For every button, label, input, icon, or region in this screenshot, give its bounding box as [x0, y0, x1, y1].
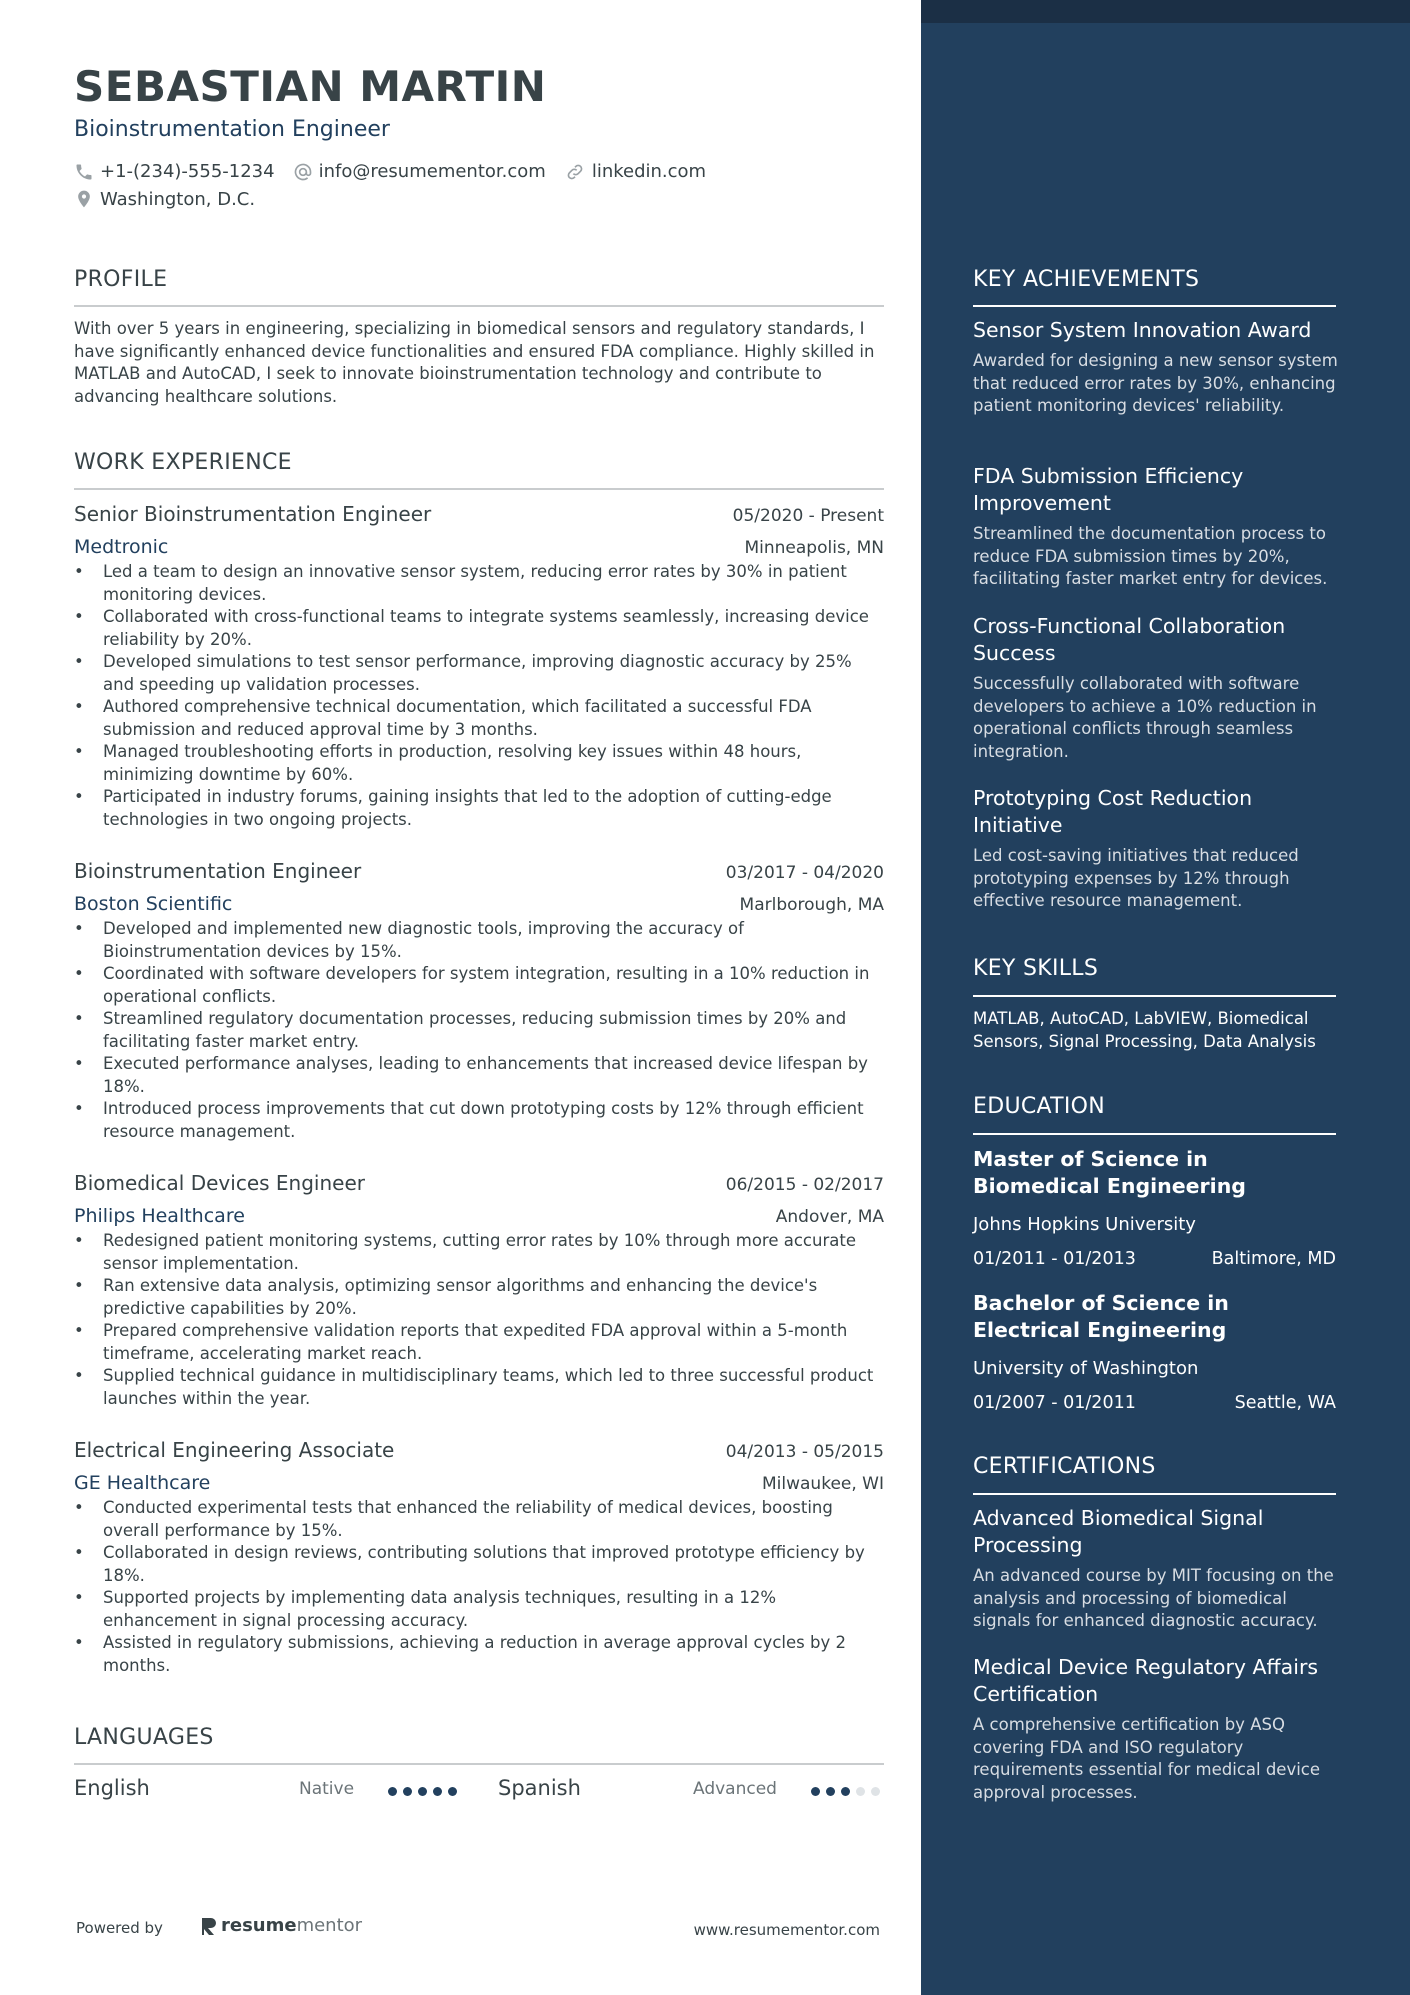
experience-divider — [74, 488, 884, 490]
education-location: Baltimore, MD — [1211, 1249, 1336, 1269]
job-bullets — [74, 1230, 884, 1410]
job-entry — [74, 1171, 884, 1410]
rating-dot-filled — [418, 1787, 427, 1796]
job-dates: 04/2013 - 05/2015 — [725, 1442, 884, 1462]
achievement-title: FDA Submission Efficiency Improvement — [973, 464, 1244, 515]
certifications-divider — [973, 1493, 1336, 1495]
profile-heading: PROFILE — [74, 267, 168, 292]
footer-logo[interactable] — [200, 1915, 362, 1936]
language-name: Spanish — [498, 1776, 581, 1800]
job-role: Bioinstrumentation Engineer — [74, 859, 362, 883]
phone-text: +1-(234)-555-1234 — [100, 161, 275, 182]
achievement-item — [973, 317, 1348, 418]
achievement-desc: Led cost-saving initiatives that reduced prototyping expenses by 12% through effective resource management. — [973, 846, 1299, 910]
skills-list: MATLAB, AutoCAD, LabVIEW, Biomedical Sensors, Signal Processing, Data Analysis — [973, 1009, 1316, 1051]
job-entry — [74, 859, 884, 1143]
job-dates: 03/2017 - 04/2020 — [725, 863, 884, 883]
certification-item — [973, 1654, 1348, 1804]
location-text: Washington, D.C. — [100, 188, 256, 210]
education-divider — [973, 1133, 1336, 1135]
job-bullet: • Managed troubleshooting efforts in production, resolving key issues within 48 hours, minimizing downtime by 60%. — [74, 741, 884, 786]
certification-desc: A comprehensive certification by ASQ covering FDA and ISO regulatory requirements essential for medical device approval processes. — [973, 1715, 1321, 1802]
certification-title: Advanced Biomedical Signal Processing — [973, 1506, 1264, 1557]
job-bullet: • Executed performance analyses, leading to enhancements that increased device lifespan by 18%. — [74, 1053, 884, 1098]
footer-url[interactable]: www.resumementor.com — [693, 1921, 880, 1939]
job-bullet: • Authored comprehensive technical documentation, which facilitated a successful FDA submission and reduced approval time by 3 months. — [74, 696, 884, 741]
achievement-item — [973, 785, 1348, 913]
contact-row — [74, 161, 724, 182]
language-rating — [811, 1787, 886, 1796]
job-bullet: • Assisted in regulatory submissions, achieving a reduction in average approval cycles by 2 months. — [74, 1632, 884, 1677]
languages-row — [74, 1776, 884, 1806]
job-dates: 06/2015 - 02/2017 — [725, 1175, 884, 1195]
job-dates: 05/2020 - Present — [732, 506, 884, 526]
job-company: GE Healthcare — [74, 1472, 211, 1494]
education-school: Johns Hopkins University — [973, 1214, 1196, 1235]
profile-divider — [74, 305, 884, 307]
contact-location — [74, 188, 255, 210]
education-degree: Master of Science in Biomedical Engineering — [973, 1147, 1246, 1198]
achievement-title: Sensor System Innovation Award — [973, 318, 1312, 342]
job-bullets — [74, 1497, 884, 1677]
footer-powered-by: Powered by — [76, 1919, 163, 1937]
achievement-item — [973, 463, 1348, 591]
achievement-item — [973, 613, 1348, 763]
email-text: info@resumementor.com — [318, 161, 546, 182]
education-location: Seattle, WA — [1234, 1393, 1336, 1413]
achievements-heading: KEY ACHIEVEMENTS — [973, 267, 1200, 292]
certifications-heading: CERTIFICATIONS — [973, 1454, 1156, 1479]
job-bullet: • Redesigned patient monitoring systems, cutting error rates by 10% through more accurate sensor implementation. — [74, 1230, 884, 1275]
languages-divider — [74, 1763, 884, 1765]
job-bullet: • Ran extensive data analysis, optimizing sensor algorithms and enhancing the device's predictive capabilities by 20%. — [74, 1275, 884, 1320]
rating-dot-empty — [871, 1787, 880, 1796]
certification-desc: An advanced course by MIT focusing on the analysis and processing of biomedical signals for enhanced diagnostic accuracy. — [973, 1566, 1334, 1630]
job-entry — [74, 1438, 884, 1677]
achievement-desc: Streamlined the documentation process to reduce FDA submission times by 20%, facilitating faster market entry for devices. — [973, 524, 1328, 588]
language-rating — [388, 1787, 463, 1796]
job-bullet: • Led a team to design an innovative sensor system, reducing error rates by 30% in patient monitoring devices. — [74, 561, 884, 606]
job-bullet: • Streamlined regulatory documentation processes, reducing submission times by 20% and facilitating faster market entry. — [74, 1008, 884, 1053]
rating-dot-filled — [403, 1787, 412, 1796]
job-company: Medtronic — [74, 536, 169, 558]
education-dates: 01/2011 - 01/2013 — [973, 1249, 1136, 1269]
contact-linkedin[interactable] — [564, 161, 706, 182]
sidebar — [921, 0, 1410, 1995]
certification-title: Medical Device Regulatory Affairs Certification — [973, 1655, 1319, 1706]
languages-heading: LANGUAGES — [74, 1725, 214, 1750]
rating-dot-filled — [841, 1787, 850, 1796]
education-school: University of Washington — [973, 1358, 1199, 1379]
rating-dot-filled — [433, 1787, 442, 1796]
achievements-divider — [973, 305, 1336, 307]
location-row — [74, 188, 273, 210]
job-role: Senior Bioinstrumentation Engineer — [74, 502, 432, 526]
achievement-title: Cross-Functional Collaboration Success — [973, 614, 1286, 665]
logo-text-light: mentor — [296, 1915, 363, 1936]
achievement-desc: Awarded for designing a new sensor system that reduced error rates by 30%, enhancing patient monitoring devices' reliability. — [973, 351, 1338, 415]
job-location: Minneapolis, MN — [744, 538, 884, 558]
phone-icon — [74, 162, 94, 182]
job-location: Andover, MA — [775, 1207, 884, 1227]
job-bullet: • Prepared comprehensive validation reports that expedited FDA approval within a 5-month timeframe, accelerating market reach. — [74, 1320, 884, 1365]
education-dates: 01/2007 - 01/2011 — [973, 1393, 1136, 1413]
main-column — [74, 0, 884, 1995]
rating-dot-empty — [856, 1787, 865, 1796]
education-item — [973, 1146, 1336, 1269]
job-bullet: • Participated in industry forums, gaining insights that led to the adoption of cutting-edge technologies in two ongoing projects. — [74, 786, 884, 831]
job-location: Milwaukee, WI — [762, 1474, 884, 1494]
sidebar-top-band — [921, 0, 1410, 23]
job-title: Bioinstrumentation Engineer — [74, 117, 390, 142]
skills-heading: KEY SKILLS — [973, 956, 1099, 981]
job-company: Boston Scientific — [74, 893, 233, 915]
achievement-desc: Successfully collaborated with software developers to achieve a 10% reduction in operational conflicts through seamless integration. — [973, 674, 1317, 761]
job-bullet: • Developed simulations to test sensor performance, improving diagnostic accuracy by 25% and speeding up validation processes. — [74, 651, 884, 696]
job-bullets — [74, 918, 884, 1143]
education-item — [973, 1290, 1336, 1413]
job-location: Marlborough, MA — [739, 895, 884, 915]
rating-dot-filled — [826, 1787, 835, 1796]
link-icon — [564, 162, 586, 182]
at-sign-icon — [293, 162, 313, 182]
language-level: Advanced — [693, 1779, 777, 1799]
job-bullet: • Collaborated with cross-functional teams to integrate systems seamlessly, increasing device reliability by 20%. — [74, 606, 884, 651]
job-bullet: • Supplied technical guidance in multidisciplinary teams, which led to three successful product launches within the year. — [74, 1365, 884, 1410]
job-bullet: • Collaborated in design reviews, contributing solutions that improved prototype efficiency by 18%. — [74, 1542, 884, 1587]
achievement-title: Prototyping Cost Reduction Initiative — [973, 786, 1253, 837]
job-role: Electrical Engineering Associate — [74, 1438, 395, 1462]
contact-phone[interactable] — [74, 161, 275, 182]
job-entry — [74, 502, 884, 831]
rating-dot-filled — [388, 1787, 397, 1796]
skills-divider — [973, 995, 1336, 997]
job-bullets — [74, 561, 884, 831]
job-bullet: • Introduced process improvements that cut down prototyping costs by 12% through efficient resource management. — [74, 1098, 884, 1143]
language-level: Native — [299, 1779, 355, 1799]
job-company: Philips Healthcare — [74, 1205, 245, 1227]
contact-email[interactable] — [293, 161, 546, 182]
resumementor-logo-icon — [200, 1916, 218, 1936]
job-bullet: • Developed and implemented new diagnostic tools, improving the accuracy of Bioinstrumentation devices by 15%. — [74, 918, 884, 963]
education-heading: EDUCATION — [973, 1094, 1106, 1119]
job-bullet: • Supported projects by implementing data analysis techniques, resulting in a 12% enhancement in signal processing accuracy. — [74, 1587, 884, 1632]
candidate-name: SEBASTIAN MARTIN — [74, 62, 547, 111]
profile-summary: With over 5 years in engineering, specializing in biomedical sensors and regulatory standards, I have significantly enhanced device functionalities and ensured FDA compliance. Highly skilled in MATLAB and AutoCAD, I seek to innovate bioinstrumentation technology and contribute to advancing healthcare solutions. — [74, 319, 875, 406]
job-bullet: • Conducted experimental tests that enhanced the reliability of medical devices, boosting overall performance by 15%. — [74, 1497, 884, 1542]
rating-dot-filled — [811, 1787, 820, 1796]
job-role: Biomedical Devices Engineer — [74, 1171, 365, 1195]
certification-item — [973, 1505, 1348, 1633]
language-name: English — [74, 1776, 150, 1800]
education-degree: Bachelor of Science in Electrical Engineering — [973, 1291, 1229, 1342]
rating-dot-filled — [448, 1787, 457, 1796]
linkedin-text: linkedin.com — [591, 161, 707, 182]
job-bullet: • Coordinated with software developers for system integration, resulting in a 10% reduction in operational conflicts. — [74, 963, 884, 1008]
logo-text-bold: resume — [221, 1915, 297, 1936]
experience-heading: WORK EXPERIENCE — [74, 450, 292, 475]
location-pin-icon — [74, 188, 94, 210]
